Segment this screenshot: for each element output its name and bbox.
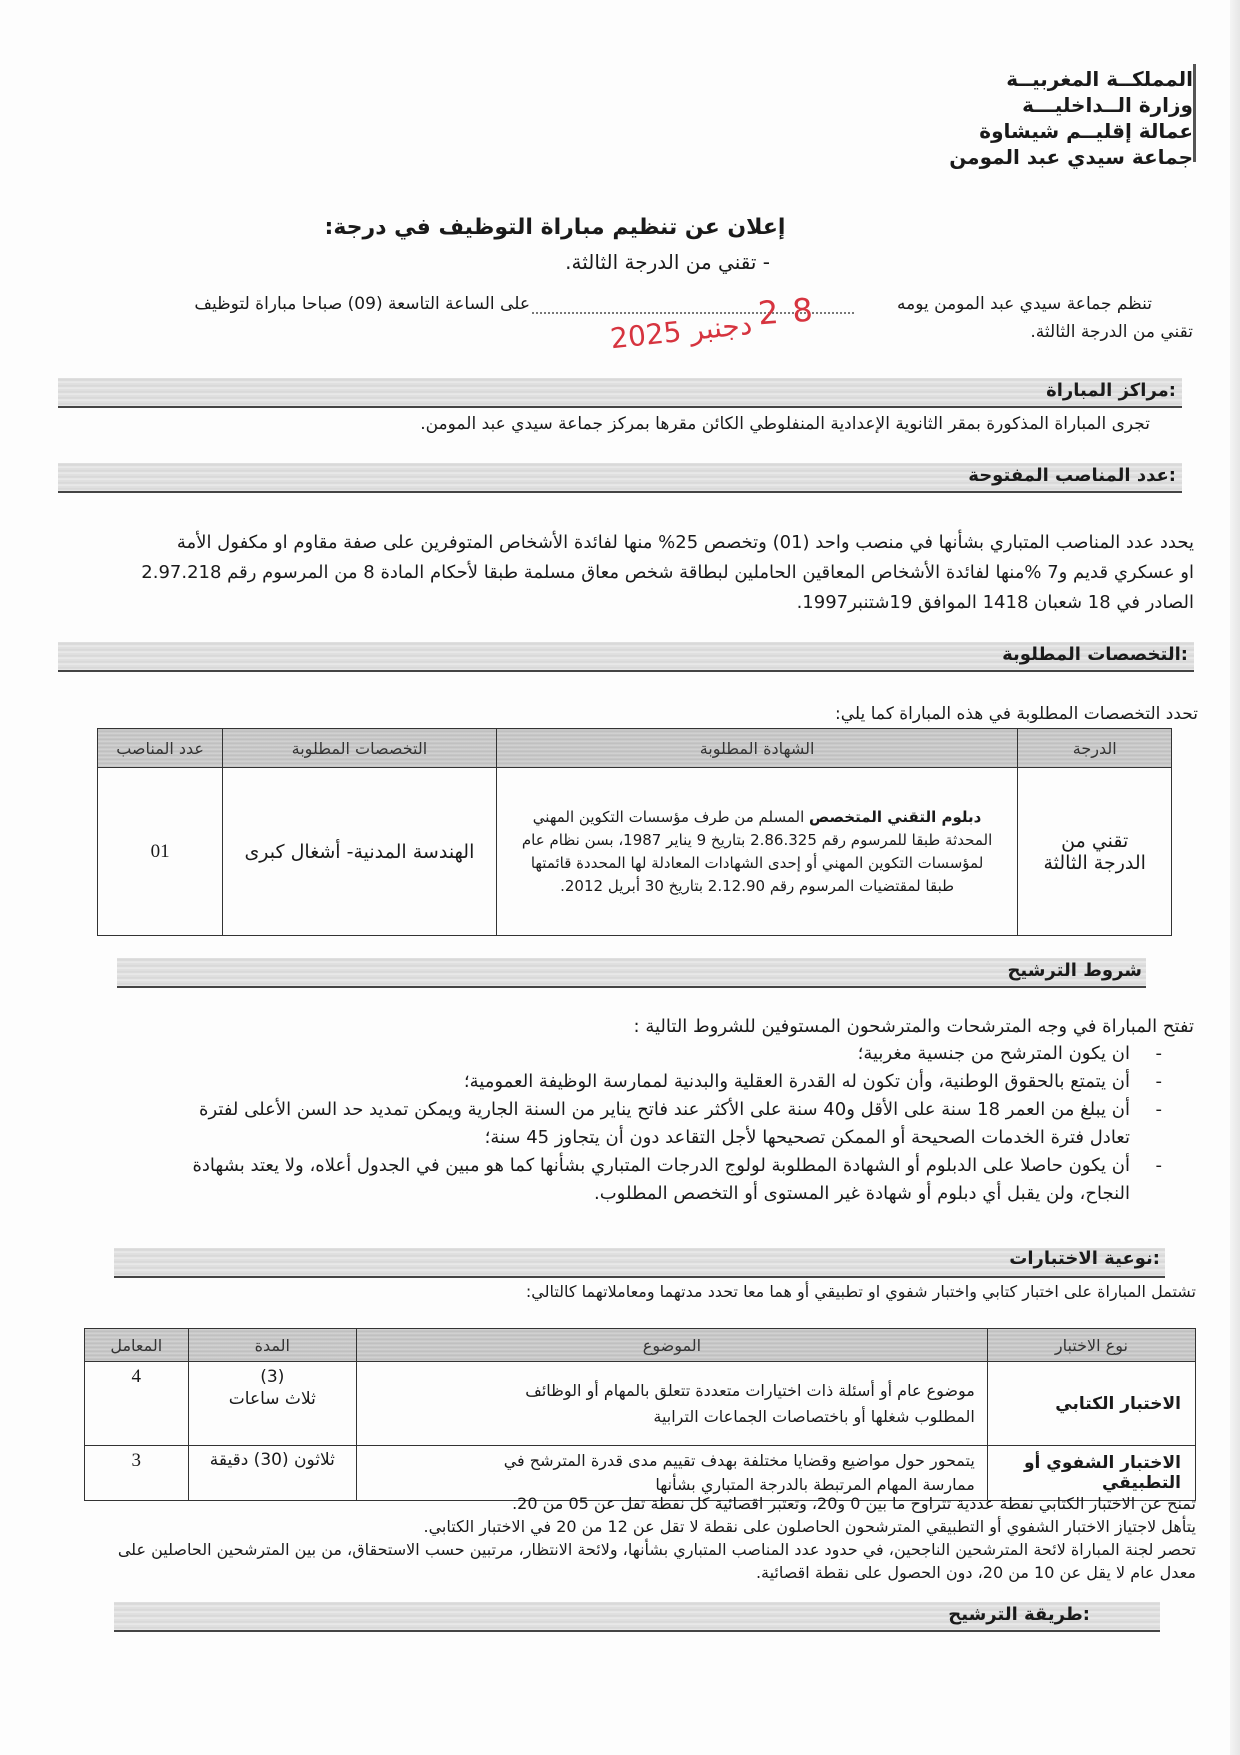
cell-diploma <box>496 768 1018 936</box>
section-title-specialties: التخصصات المطلوبة: <box>1002 644 1188 665</box>
section-bar-centers <box>58 378 1182 408</box>
intro-part1: تنظم جماعة سيدي عبد المومن يومه <box>896 294 1152 314</box>
condition-item: - ان يكون المترشح من جنسية مغربية؛ <box>170 1040 1170 1068</box>
header-line-province: عمالة إقليــم شيشاوة <box>979 119 1193 143</box>
exams-notes <box>86 1492 1196 1584</box>
section-bar-exams <box>114 1248 1165 1278</box>
issuer-header <box>893 66 1193 170</box>
specialties-intro: تحدد التخصصات المطلوبة في هذه المباراة كما يلي: <box>835 704 1198 724</box>
page-edge-shadow <box>1230 0 1240 1755</box>
duration-number: (3) <box>260 1367 285 1387</box>
exams-table-header <box>85 1329 1196 1362</box>
th-subject: الموضوع <box>357 1329 988 1362</box>
duration-number: ثلاثون (30) دقيقة <box>209 1450 335 1470</box>
specialties-table <box>97 728 1172 936</box>
exams-intro: تشتمل المباراة على اختبار كتابي واختبار شفوي او تطبيقي أو هما معا تحدد مدتهما ومعاملاتهما كالتالي: <box>525 1282 1196 1301</box>
centers-text: تجرى المباراة المذكورة بمقر الثانوية الإعدادية المنفلوطي الكائن مقرها بمركز جماعة سيدي عبد المومن. <box>420 414 1150 434</box>
section-title-centers: مراكز المباراة: <box>1046 380 1176 401</box>
exam-note: يتأهل لاجتياز الاختبار الشفوي أو التطبيقي المترشحون الحاصلون على نقطة لا تقل عن 12 من 20 في الاختبار الكتابي. <box>423 1517 1196 1536</box>
posts-line-2: او عسكري قديم و7 %منها لفائدة الأشخاص المعاقين الحاملين لبطاقة شخص معاق مسلمة طبقا لأحكام المادة 8 من المرسوم رقم 2.97.218 <box>141 562 1194 583</box>
table-row <box>98 768 1172 936</box>
handwritten-month-year: دجنبر 2025 <box>608 307 754 356</box>
header-line-commune: جماعة سيدي عبد المومن <box>949 145 1193 169</box>
conditions-intro: تفتح المباراة في وجه المترشحات والمترشحون المستوفين للشروط التالية : <box>633 1016 1194 1037</box>
cell-coefficient: 4 <box>85 1362 189 1446</box>
header-line-kingdom: المملكــة المغربيــة <box>1006 67 1193 91</box>
header-margin-line <box>1193 64 1196 162</box>
duration-words: ثلاث ساعات <box>228 1389 316 1409</box>
th-diploma: الشهادة المطلوبة <box>496 729 1018 768</box>
section-bar-conditions <box>117 958 1146 988</box>
cell-exam-type: الاختبار الشفوي أو التطبيقي <box>987 1446 1195 1501</box>
th-duration: المدة <box>188 1329 356 1362</box>
section-title-posts: عدد المناصب المفتوحة: <box>968 465 1176 486</box>
condition-item: - أن يتمتع بالحقوق الوطنية، وأن تكون له القدرة العقلية والبدنية لممارسة الوظيفة العمومية؛ <box>170 1068 1170 1096</box>
th-grade: الدرجة <box>1018 729 1172 768</box>
exam-note: تحصر لجنة المباراة لائحة المترشحين الناجحين، في حدود عدد المناصب المتباري بشأنها، ولائحة الانتظار، مرتبين حسب الاستحقاق، من بين المترشحين الحاصلين على معدل عام لا يقل عن 10 من 20، دون الحصول على نقطة اقصائية. <box>117 1540 1196 1582</box>
th-post-count: عدد المناصب <box>98 729 223 768</box>
cell-coefficient: 3 <box>85 1446 189 1501</box>
handwritten-day: 28 <box>756 289 828 333</box>
th-exam-type: نوع الاختبار <box>987 1329 1195 1362</box>
condition-item: - أن يكون حاصلا على الدبلوم أو الشهادة المطلوبة لولوج الدرجات المتباري بشأنها كما هو مبين في الجدول أعلاه، ولا يعتد بشهادة النجاح، ولن يقبل أي دبلوم أو شهادة غير المستوى أو التخصص المطلوب. <box>170 1152 1170 1208</box>
cell-subject: يتمحور حول مواضيع وقضايا مختلفة بهدف تقييم مدى قدرة المترشح في ممارسة المهام المرتبطة بالدرجة المتباري بشأنها <box>357 1446 988 1501</box>
announcement-subtitle: - تقني من الدرجة الثالثة. <box>565 250 770 274</box>
exam-note: تمنح عن الاختبار الكتابي نقطة عددية تتراوح ما بين 0 و20، وتعتبر اقصائية كل نقطة تقل عن 05 من 20. <box>512 1494 1196 1513</box>
condition-item: - أن يبلغ من العمر 18 سنة على الأقل و40 سنة على الأكثر عند فاتح يناير من السنة الجارية ويمكن تمديد حد السن الأعلى لفترة تعادل فترة الخدمات الصحيحة أو الممكن تصحيحها لأجل التقاعد دون أن يتجاوز 45 سنة؛ <box>170 1096 1170 1152</box>
specialties-table-header <box>98 729 1172 768</box>
posts-line-1: يحدد عدد المناصب المتباري بشأنها في منصب واحد (01) وتخصص 25% منها لفائدة الأشخاص المتوفرين على صفة مقاوم او مكفول الأمة <box>176 532 1194 553</box>
section-title-exams: نوعية الاختبارات: <box>1009 1248 1160 1269</box>
cell-exam-type: الاختبار الكتابي <box>987 1362 1195 1446</box>
header-line-ministry: وزارة الــداخليـــة <box>1022 93 1193 117</box>
intro-part3: تقني من الدرجة الثالثة. <box>1030 322 1193 342</box>
announcement-title: إعلان عن تنظيم مباراة التوظيف في درجة: <box>324 215 786 240</box>
exams-table <box>84 1328 1196 1501</box>
section-title-method: طريقة الترشيح: <box>948 1604 1090 1625</box>
th-specialty: التخصصات المطلوبة <box>223 729 497 768</box>
cell-duration <box>188 1362 356 1446</box>
cell-post-count: 01 <box>98 768 223 936</box>
diploma-details: المسلم من طرف مؤسسات التكوين المهني المحدثة طبقا للمرسوم رقم 2.86.325 بتاريخ 9 يناير 1987، بسن نظام عام لمؤسسات التكوين المهني أو إحدى الشهادات المعادلة لها المحددة قائمتها طبقا لمقتضيات المرسوم رقم 2.12.90 بتاريخ 30 أبريل 2012. <box>521 807 993 895</box>
posts-paragraph <box>84 528 1194 618</box>
th-coefficient: المعامل <box>85 1329 189 1362</box>
diploma-name: دبلوم التقني المتخصص <box>809 807 982 826</box>
cell-grade: تقني من الدرجة الثالثة <box>1018 768 1172 936</box>
intro-part2: على الساعة التاسعة (09) صباحا مباراة لتوظيف <box>194 294 530 314</box>
cell-specialty: الهندسة المدنية- أشغال كبرى <box>223 768 497 936</box>
section-title-conditions: شروط الترشيح <box>1007 960 1142 981</box>
table-row <box>85 1362 1196 1446</box>
cell-subject: موضوع عام أو أسئلة ذات اختيارات متعددة تتعلق بالمهام أو الوظائف المطلوب شغلها أو باختصاصات الجماعات الترابية <box>357 1362 988 1446</box>
posts-line-3: الصادر في 18 شعبان 1418 الموافق 19شتنبر1997. <box>796 592 1194 613</box>
conditions-list <box>170 1040 1170 1208</box>
